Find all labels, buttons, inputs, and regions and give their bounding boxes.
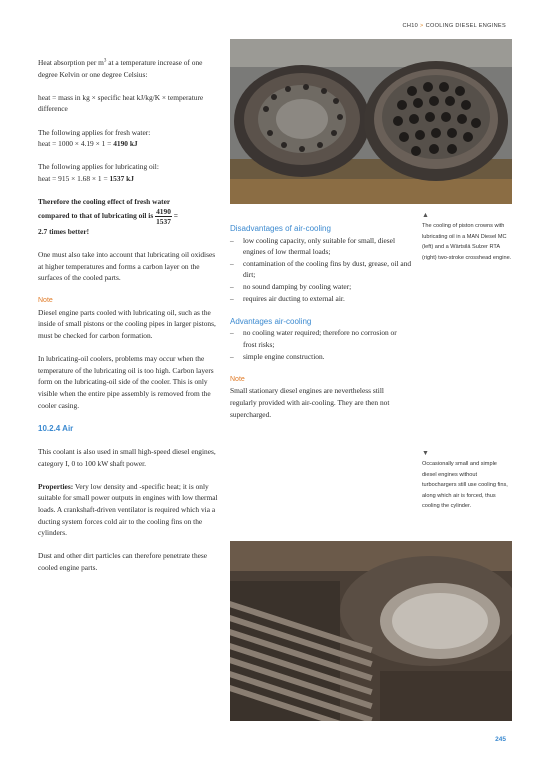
text: heat = 1000 × 4.19 × 1 = — [38, 139, 114, 149]
text: Very low density and -specific heat; it is only suitable for small power outputs in engines with low thermal loads. A crankshaft-driven ventilator is required which via a ducting system forces cold air to the cooling fins on the cylinders. — [38, 481, 218, 538]
paragraph — [38, 207, 218, 226]
paragraph: 2.7 times better! — [38, 226, 90, 236]
result-value: 1537 kJ — [109, 173, 134, 183]
header-separator: > — [420, 23, 424, 29]
text: heat = 915 × 1.68 × 1 = — [38, 173, 110, 183]
paragraph: One must also take into account that lubricating oil oxidises at higher temperatures and forms a carbon layer on the surfaces of the cooled parts. — [38, 249, 216, 283]
caption-piston-crowns — [422, 211, 512, 263]
paragraph: Therefore the cooling effect of fresh water — [38, 197, 171, 207]
list-item: – no cooling water required; therefore no corrosion or frost risks; — [230, 327, 412, 350]
paragraph: heat = mass in kg × specific heat kJ/kg/K × temperature difference — [38, 92, 204, 114]
piston-crowns-photo — [230, 39, 512, 204]
left-column — [38, 57, 218, 574]
paragraph — [38, 138, 218, 150]
paragraph — [38, 173, 218, 185]
list-item: – low cooling capacity, only suitable for small, diesel engines of low thermal loads; — [230, 235, 412, 258]
paragraph: The following applies for fresh water: — [38, 127, 151, 137]
paragraph — [38, 57, 218, 80]
advantages-heading: Advantages air-cooling — [230, 316, 312, 326]
list-item: – simple engine construction. — [230, 351, 412, 363]
superscript: 3 — [103, 58, 107, 64]
disadvantages-list — [230, 235, 412, 305]
caption-text: Occasionally small and simple diesel engines without turbochargers still use cooling fins, along which air is forced, thus cooling the cylinder. — [422, 461, 508, 509]
paragraph — [38, 481, 218, 539]
note-heading: Note — [230, 375, 245, 383]
triangle-up-icon: ▲ — [422, 212, 429, 219]
paragraph: This coolant is also used in small high-speed diesel engines, category I, 0 to 100 kW shaft power. — [38, 447, 216, 468]
list-item: – contamination of the cooling fins by dust, grease, oil and dirt; — [230, 258, 412, 281]
note-text: Small stationary diesel engines are nevertheless still regularly provided with air-cooling. They are then not supercharged. — [230, 386, 390, 419]
section-heading: 10.2.4 Air — [38, 423, 74, 433]
cooling-fins-photo — [230, 541, 512, 721]
note-text: Diesel engine parts cooled with lubricating oil, such as the inside of small pistons or the cooling pipes in larger pistons, must be checked for carbon formation. — [38, 307, 216, 341]
middle-column — [230, 223, 412, 420]
properties-label: Properties: — [38, 481, 74, 491]
list-item: – requires air ducting to external air. — [230, 293, 412, 305]
list-item: – no sound damping by cooling water; — [230, 281, 412, 293]
chapter-title: COOLING DIESEL ENGINES — [425, 23, 506, 29]
note-heading: Note — [38, 297, 53, 305]
running-header — [403, 23, 506, 29]
text: = — [171, 210, 178, 220]
advantages-list — [230, 327, 412, 362]
triangle-down-icon: ▼ — [422, 450, 429, 457]
chapter-number: CH10 — [402, 23, 419, 29]
result-value: 4190 kJ — [113, 139, 138, 149]
text: Heat absorption per m — [38, 58, 104, 67]
paragraph: The following applies for lubricating oil: — [38, 162, 159, 172]
fraction-numerator: 4190 — [156, 206, 171, 216]
page-number: 245 — [495, 736, 506, 743]
text: at a temperature increase of one degree Kelvin or one degree Celsius: — [38, 58, 203, 79]
caption-text: The cooling of piston crowns with lubricating oil in a MAN Diesel MC (left) and a Wärtsilä Sulzer RTA (right) two-stroke crosshead engine. — [422, 223, 512, 261]
fraction-denominator: 1537 — [156, 216, 171, 226]
fraction — [155, 207, 172, 226]
disadvantages-heading: Disadvantages of air-cooling — [230, 224, 331, 233]
paragraph: Dust and other dirt particles can therefore penetrate these cooled engine parts. — [38, 551, 208, 572]
text: compared to that of lubricating oil is — [38, 210, 154, 220]
caption-cooling-fins — [422, 449, 512, 512]
paragraph: In lubricating-oil coolers, problems may occur when the temperature of the lubricating oil is too high. Carbon layers form on the lubricating-oil side of the cooler. This is only visible when the entire pipe assembly is removed from the cooler casing. — [38, 354, 214, 410]
